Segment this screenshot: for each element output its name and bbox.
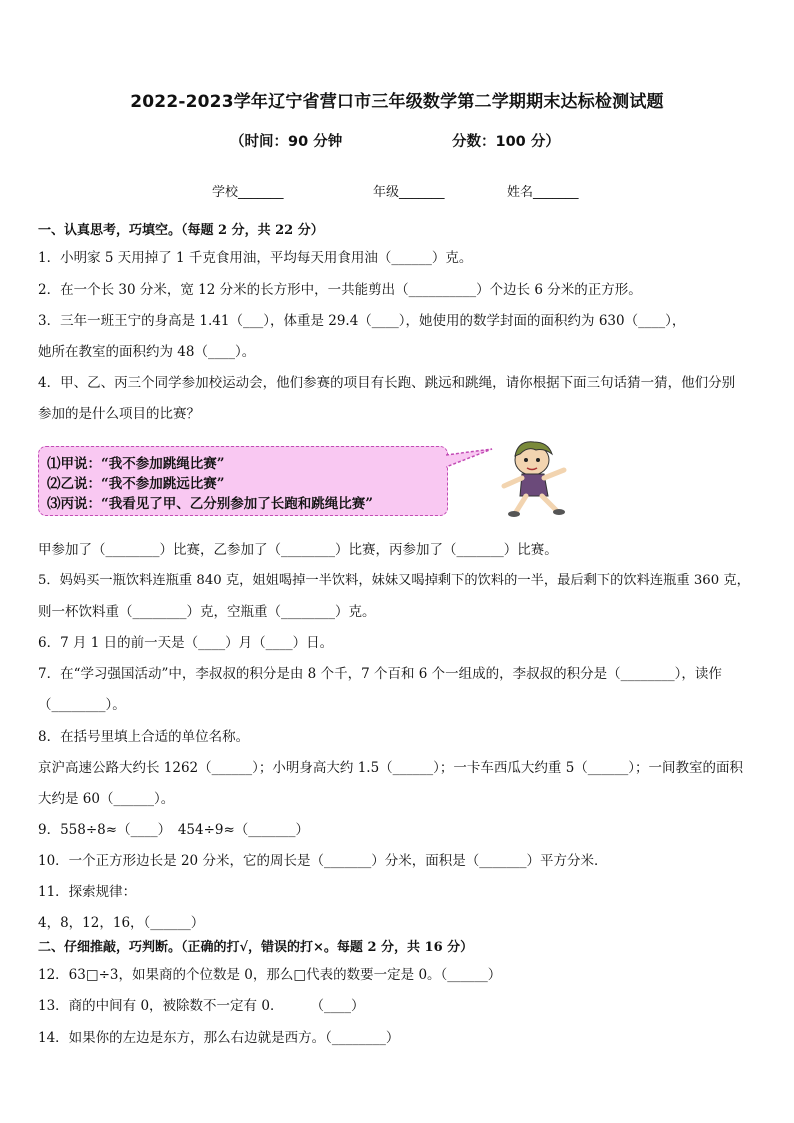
question-3-line-1: 3．三年一班王宁的身高是 1.41（___），体重是 29.4（____），她使用的数学封面的面积约为 630（____）， [38,313,686,329]
speech-bubble [38,446,448,516]
question-4-line-2: 参加的是什么项目的比赛？ [38,406,200,422]
grade-field: 年级_______ [373,185,445,200]
question-5-line-2: 则一杯饮料重（________）克，空瓶重（________）克。 [38,604,376,620]
total-score: 分数：100 分） [452,134,560,150]
question-9: 9．558÷8≈（____） 454÷9≈（_______） [38,822,310,838]
question-8-line-2: 京沪高速公路大约长 1262（______）；小明身高大约 1.5（______）；一卡车西瓜大约重 5（______）；一间教室的面积 [38,760,744,776]
question-7-line-1: 7．在“学习强国活动”中，李叔叔的积分是由 8 个千，7 个百和 6 个一组成的，李叔叔的积分是（________），读作 [38,666,722,682]
running-boy-illustration [492,436,574,518]
question-5-line-1: 5．妈妈买一瓶饮料连瓶重 840 克，姐姐喝掉一半饮料，妹妹又喝掉剩下的饮料的一半，最后剩下的饮料连瓶重 360 克， [38,573,750,588]
question-10: 10．一个正方形边长是 20 分米，它的周长是（_______）分米，面积是（_______）平方分米． [38,853,608,869]
question-12: 12．63□÷3，如果商的个位数是 0，那么□代表的数要一定是 0。（______） [38,967,502,983]
bubble-tail [446,447,496,473]
question-4-line-1: 4．甲、乙、丙三个同学参加校运动会，他们参赛的项目有长跑、跳远和跳绳，请你根据下面三句话猜一猜，他们分别 [38,375,736,391]
section-2-heading: 二、仔细推敲，巧判断。（正确的打√，错误的打×。每题 2 分，共 16 分） [38,940,474,955]
name-field: 姓名_______ [507,185,579,200]
section-1-heading: 一、认真思考，巧填空。（每题 2 分，共 22 分） [38,223,324,238]
question-3-line-2: 她所在教室的面积约为 48（____）。 [38,344,256,360]
question-7-line-2: （________）。 [38,697,126,713]
question-14: 14．如果你的左边是东方，那么右边就是西方。（________） [38,1030,400,1046]
question-8-line-3: 大约是 60（______）。 [38,791,175,807]
question-11-line-2: 4，8，12，16，（______） [38,915,205,931]
bubble-line-2: ⑵乙说：“我不参加跳远比赛” [47,476,225,492]
school-field: 学校_______ [212,185,284,200]
bubble-line-3: ⑶丙说：“我看见了甲、乙分别参加了长跑和跳绳比赛” [47,496,374,512]
question-11-line-1: 11．探索规律： [38,884,137,900]
question-1: 1．小明家 5 天用掉了 1 千克食用油，平均每天用食用油（______）克。 [38,250,473,266]
question-6: 6．7 月 1 日的前一天是（____）月（____）日。 [38,635,334,651]
page-title: 2022-2023学年辽宁省营口市三年级数学第二学期期末达标检测试题 [130,92,664,112]
question-2: 2．在一个长 30 分米，宽 12 分米的长方形中，一共能剪出（__________）个边长 6 分米的正方形。 [38,282,642,298]
bubble-line-1: ⑴甲说：“我不参加跳绳比赛” [47,456,225,472]
question-13: 13．商的中间有 0，被除数不一定有 0． （____） [38,998,365,1014]
question-8-line-1: 8．在括号里填上合适的单位名称。 [38,729,250,745]
time-limit: （时间：90 分钟 [230,134,343,150]
question-4-answer: 甲参加了（________）比赛，乙参加了（________）比赛，丙参加了（_______）比赛。 [38,542,558,558]
